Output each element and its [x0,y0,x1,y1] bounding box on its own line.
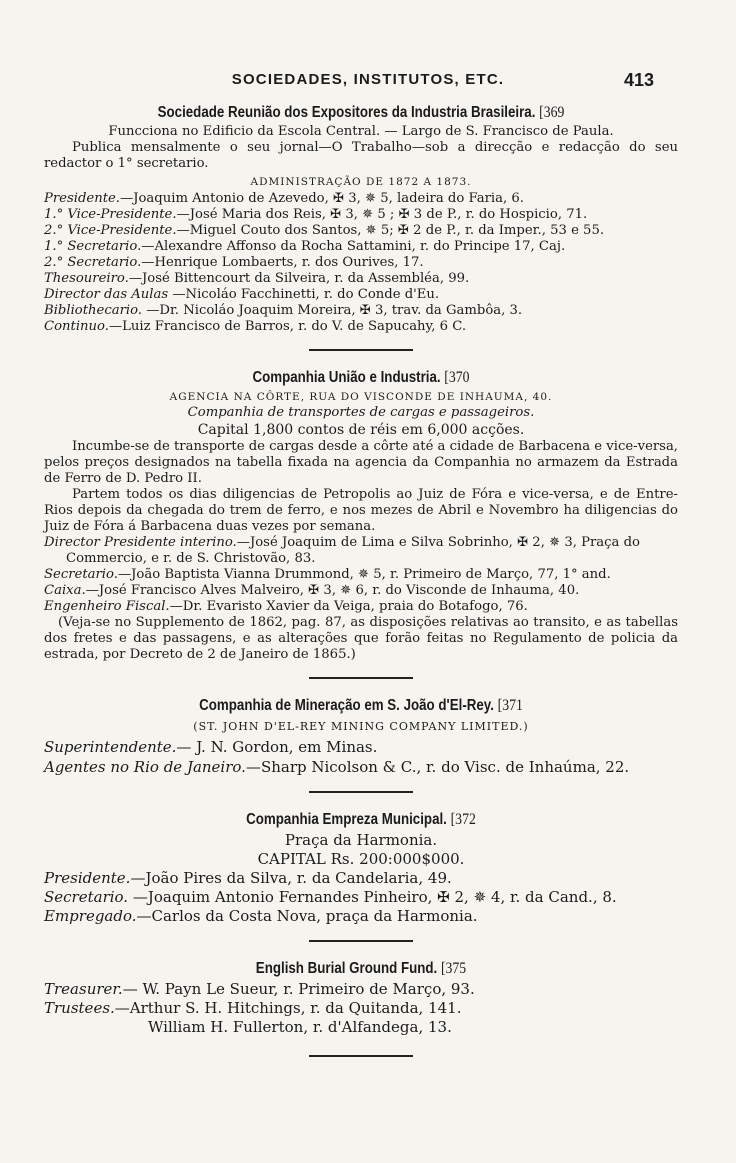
section-number: [371 [497,697,523,714]
entry [44,287,678,303]
agency-line: AGENCIA NA CÔRTE, RUA DO VISCONDE DE INHAUMA, 40. [169,391,553,403]
entry-text: —João Pires da Silva, r. da Candelaria, 49. [130,869,452,887]
running-head [0,72,736,94]
page-body [44,102,678,1073]
entry [44,599,678,615]
entry-text: —Carlos da Costa Nova, praça da Harmonia. [136,907,478,925]
section-371 [44,695,678,777]
entry [44,535,678,567]
entry-text: —Arthur S. H. Hitchings, r. da Quitanda, 141. [114,999,462,1017]
entry-role: 1.° Secretario. [44,239,142,254]
section-title: Companhia União e Industria. [370 [252,369,470,386]
section-369 [44,102,678,335]
running-title: SOCIEDADES, INSTITUTOS, ETC. [231,71,505,88]
entry [44,757,678,777]
entry [44,191,678,207]
entry-continuation: William H. Fullerton, r. d'Alfandega, 13. [148,1018,452,1036]
entry-role: Director Presidente interino. [44,535,237,550]
entry-role: Thesoureiro. [44,271,129,286]
entry-text: —Luiz Francisco de Barros, r. do V. de Sapucahy, 6 C. [108,319,467,334]
entry-role: Secretario. [44,567,118,582]
page-number: 413 [623,70,654,90]
entry-text: —Alexandre Affonso da Rocha Sattamini, r. do Principe 17, Caj. [141,239,566,254]
capital-line: CAPITAL Rs. 200:000$000. [257,850,465,868]
note: (Veja-se no Supplemento de 1862, pag. 87, as disposições relativas ao transito, e as tabellas dos fretes e das passagens, e as alterações que forão feitas no Regulamento de policia da estrada, por Decreto de 2 de Janeiro de 1865.) [44,615,678,662]
entry-role: Director das Aulas [44,287,169,302]
entry-text: —José Francisco Alves Malveiro, ✠ 3, ✵ 6, r. do Visconde de Inhauma, 40. [85,583,580,598]
entry-text: — J. N. Gordon, em Minas. [176,738,378,756]
entry [44,999,678,1018]
section-divider [309,1055,413,1057]
section-divider [309,677,413,679]
entry-role: Superintendente. [44,738,177,756]
capital-line: Capital 1,800 contos de réis em 6,000 acções. [197,422,525,438]
subtitle: (ST. JOHN D'EL-REY MINING COMPANY LIMITED.) [193,720,529,733]
entry-role: Engenheiro Fiscal. [44,599,170,614]
entry [44,907,678,926]
entry-text: —João Baptista Vianna Drummond, ✵ 5, r. Primeiro de Março, 77, 1° and. [117,567,611,582]
entry-role: Bibliothecario. [44,303,142,318]
entry-role: Empregado. [44,907,137,925]
section-divider [309,791,413,793]
entry-role: Secretario. [44,888,129,906]
section-number: [369 [539,104,565,121]
entry-role: 2.° Vice-Presidente. [44,223,177,238]
entry [44,737,678,757]
admin-heading: ADMINISTRAÇÃO DE 1872 A 1873. [250,176,472,188]
entry [44,223,678,239]
entry-role: Presidente. [44,869,131,887]
entry-text: —José Joaquim de Lima e Silva Sobrinho, ✠ 2, ✵ 3, Praça do Commercio, e r. de S. Christovão, 83. [66,535,640,566]
section-title: Companhia de Mineração em S. João d'El-Rey. [371 [199,697,523,714]
entry-text: —Dr. Evaristo Xavier da Veiga, praia do Botafogo, 76. [169,599,528,614]
entry-role: 1.° Vice-Presidente. [44,207,177,222]
entry [44,303,678,319]
paragraph: Partem todos os dias diligencias de Petropolis ao Juiz de Fóra e vice-versa, e de Entre-Rios depois da chegada do trem de ferro, e nos mezes de Abril e Novembro ha diligencias do Juiz de Fóra á Barbacena duas vezes por semana. [44,487,678,534]
entry-role: Caixa. [44,583,86,598]
entry [44,271,678,287]
section-number: [372 [450,811,476,828]
entry [44,255,678,271]
entry [44,319,678,335]
entry [44,567,678,583]
entry [44,207,678,223]
entry-text: —Joaquim Antonio de Azevedo, ✠ 3, ✵ 5, ladeira do Faria, 6. [120,191,524,206]
paragraph: Incumbe-se de transporte de cargas desde a côrte até a cidade de Barbacena e vice-versa, pelos preços designados na tabella fixada na agencia da Companhia no armazem da Estrada de Ferro de D. Pedro II. [44,439,678,486]
entry-text: —Miguel Couto dos Santos, ✵ 5; ✠ 2 de P., r. da Imper., 53 e 55. [176,223,605,238]
entry-text: —Joaquim Antonio Fernandes Pinheiro, ✠ 2, ✵ 4, r. da Cand., 8. [128,888,617,906]
section-372 [44,809,678,926]
entry-role: Agentes no Rio de Janeiro. [44,758,246,776]
entry-text: —Henrique Lombaerts, r. dos Ourives, 17. [141,255,424,270]
entry-text: —Dr. Nicoláo Joaquim Moreira, ✠ 3, trav. da Gambôa, 3. [142,303,523,318]
section-370 [44,367,678,663]
section-title: Sociedade Reunião dos Expositores da Industria Brasileira. [369 [157,104,565,121]
paragraph: Publica mensalmente o seu jornal—O Trabalho—sob a direcção e redacção do seu redactor o 1° secretario. [44,140,678,171]
section-divider [309,349,413,351]
entry-role: Treasurer. [44,980,123,998]
section-375 [44,958,678,1037]
entry [44,980,678,999]
entry-role: Trustees. [44,999,115,1017]
entry-role: Continuo. [44,319,109,334]
section-title: Companhia Empreza Municipal. [372 [246,811,476,828]
section-title: English Burial Ground Fund. [375 [255,960,467,977]
entry-text: —José Maria dos Reis, ✠ 3, ✵ 5 ; ✠ 3 de P., r. do Hospicio, 71. [176,207,588,222]
entry [44,888,678,907]
place-line: Praça da Harmonia. [284,831,438,849]
subtitle: Companhia de transportes de cargas e passageiros. [187,405,535,420]
entry-text: —Nicoláo Facchinetti, r. do Conde d'Eu. [168,287,440,302]
section-number: [370 [444,369,470,386]
entry [44,239,678,255]
entry [44,583,678,599]
entry-text: — W. Payn Le Sueur, r. Primeiro de Março, 93. [122,980,475,998]
section-number: [375 [440,960,467,977]
entry-role: Presidente. [44,191,121,206]
entry-text: —José Bittencourt da Silveira, r. da Assembléa, 99. [128,271,470,286]
section-divider [309,940,413,942]
paragraph: Funcciona no Edificio da Escola Central. — Largo de S. Francisco de Paula. [108,124,614,139]
entry-role: 2.° Secretario. [44,255,142,270]
entry-text: —Sharp Nicolson & C., r. do Visc. de Inhaúma, 22. [245,758,630,776]
entry [44,869,678,888]
